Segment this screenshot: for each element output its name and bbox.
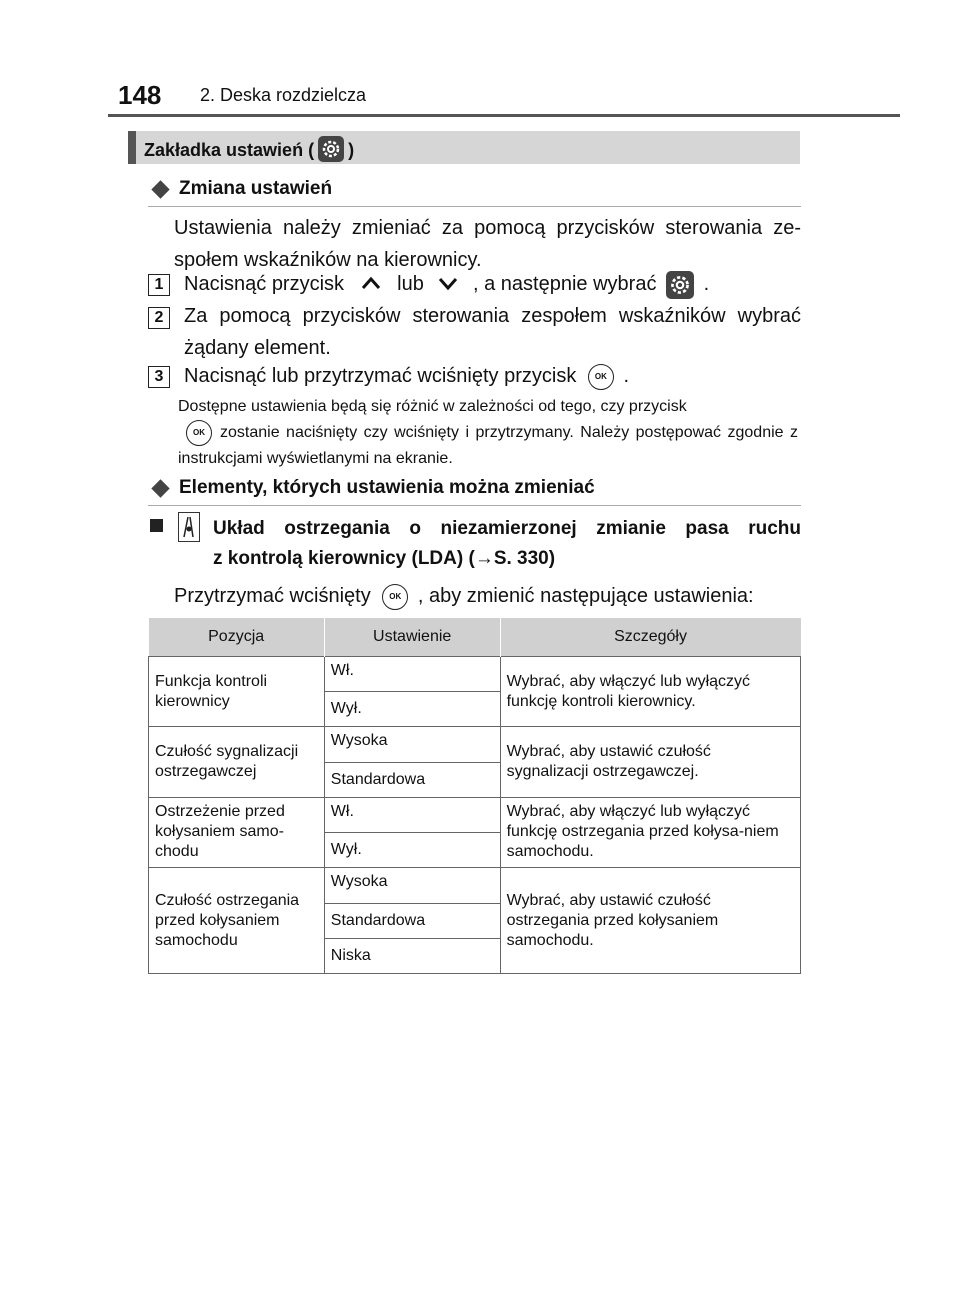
table-header-cell: Szczegóły (500, 618, 800, 657)
table-cell-details: Wybrać, aby włączyć lub wyłączyć funkcję ostrzegania przed kołysa-niem samochodu. (500, 798, 800, 868)
diamond-bullet-icon (151, 479, 169, 497)
step-number-3: 3 (148, 366, 170, 388)
ok-button-icon: OK (588, 364, 614, 390)
table-cell-item: Czułość ostrzegania przed kołysaniem samochodu (149, 868, 325, 974)
table-cell-setting: Wył. (324, 692, 500, 727)
table-cell-setting: Standardowa (324, 904, 500, 939)
header-rule (108, 114, 900, 117)
change-settings-heading: Zmiana ustawień (150, 178, 332, 200)
subheading-rule (148, 505, 801, 506)
section-header (128, 131, 800, 164)
table-header-cell: Ustawienie (324, 618, 500, 657)
table-cell-setting: Wł. (324, 798, 500, 833)
table-cell-setting: Wysoka (324, 868, 500, 904)
table-cell-details: Wybrać, aby ustawić czułość ostrzegania przed kołysaniem samochodu. (500, 868, 800, 974)
ok-button-icon: OK (382, 584, 408, 610)
table-row (149, 868, 801, 904)
step-3: Nacisnąć lub przytrzymać wciśnięty przycisk OK . (184, 360, 801, 392)
lda-icon (178, 512, 200, 542)
table-cell-setting: Wył. (324, 833, 500, 868)
gear-icon (666, 271, 694, 299)
gear-icon (318, 136, 344, 162)
subheading-rule (148, 206, 801, 207)
step-2: Za pomocą przycisków sterowania zespołem wskaźników wybrać żądany element. (184, 305, 801, 359)
step-number-1: 1 (148, 274, 170, 296)
ok-button-icon: OK (186, 420, 212, 446)
step-number-2: 2 (148, 307, 170, 329)
table-row (149, 657, 801, 692)
chapter-title: 2. Deska rozdzielcza (200, 85, 367, 105)
lda-title-line1: Układ ostrzegania o niezamierzonej zmianie pasa ruchu (213, 518, 801, 539)
chevron-down-icon (437, 269, 459, 301)
table-cell-setting: Standardowa (324, 763, 500, 798)
table-cell-setting: Wł. (324, 657, 500, 692)
table-row (149, 727, 801, 763)
note-text: Dostępne ustawienia będą się różnić w zależności od tego, czy przycisk OK zostanie naciśnięty czy wciśnięty i przytrzymany. Należy postępować zgodnie z instrukcjami wyświetlanymi na ekranie. (178, 398, 798, 468)
step-1: Nacisnąć przycisk lub , a następnie wybrać . (184, 268, 804, 301)
intro-paragraph: Ustawienia należy zmieniać za pomocą przycisków sterowania ze-społem wskaźników na kierownicy. (174, 217, 801, 271)
table-row (149, 798, 801, 833)
table-cell-item: Funkcja kontroli kierownicy (149, 657, 325, 727)
square-bullet (150, 519, 163, 537)
hold-instruction: Przytrzymać wciśnięty OK , aby zmienić następujące ustawienia: (174, 580, 801, 612)
section-title: Zakładka ustawień ( ) (144, 137, 354, 163)
table-cell-item: Czułość sygnalizacji ostrzegawczej (149, 727, 325, 798)
elements-heading: Elementy, których ustawienia można zmieniać (150, 477, 595, 499)
table-cell-details: Wybrać, aby ustawić czułość sygnalizacji ostrzegawczej. (500, 727, 800, 798)
settings-table (148, 618, 801, 974)
chevron-up-icon (360, 269, 382, 301)
page-number: 148 (118, 80, 162, 110)
table-cell-setting: Wysoka (324, 727, 500, 763)
page-reference[interactable]: S. 330) (493, 548, 556, 569)
lda-title-line2: z kontrolą kierownicy (LDA) (→S. 330) (213, 548, 556, 569)
table-header-cell: Pozycja (149, 618, 325, 657)
table-cell-details: Wybrać, aby włączyć lub wyłączyć funkcję kontroli kierownicy. (500, 657, 800, 727)
table-header-row (149, 618, 801, 657)
diamond-bullet-icon (151, 180, 169, 198)
table-cell-setting: Niska (324, 939, 500, 974)
table-cell-item: Ostrzeżenie przed kołysaniem samo-chodu (149, 798, 325, 868)
arrow-right-icon: → (474, 548, 494, 569)
